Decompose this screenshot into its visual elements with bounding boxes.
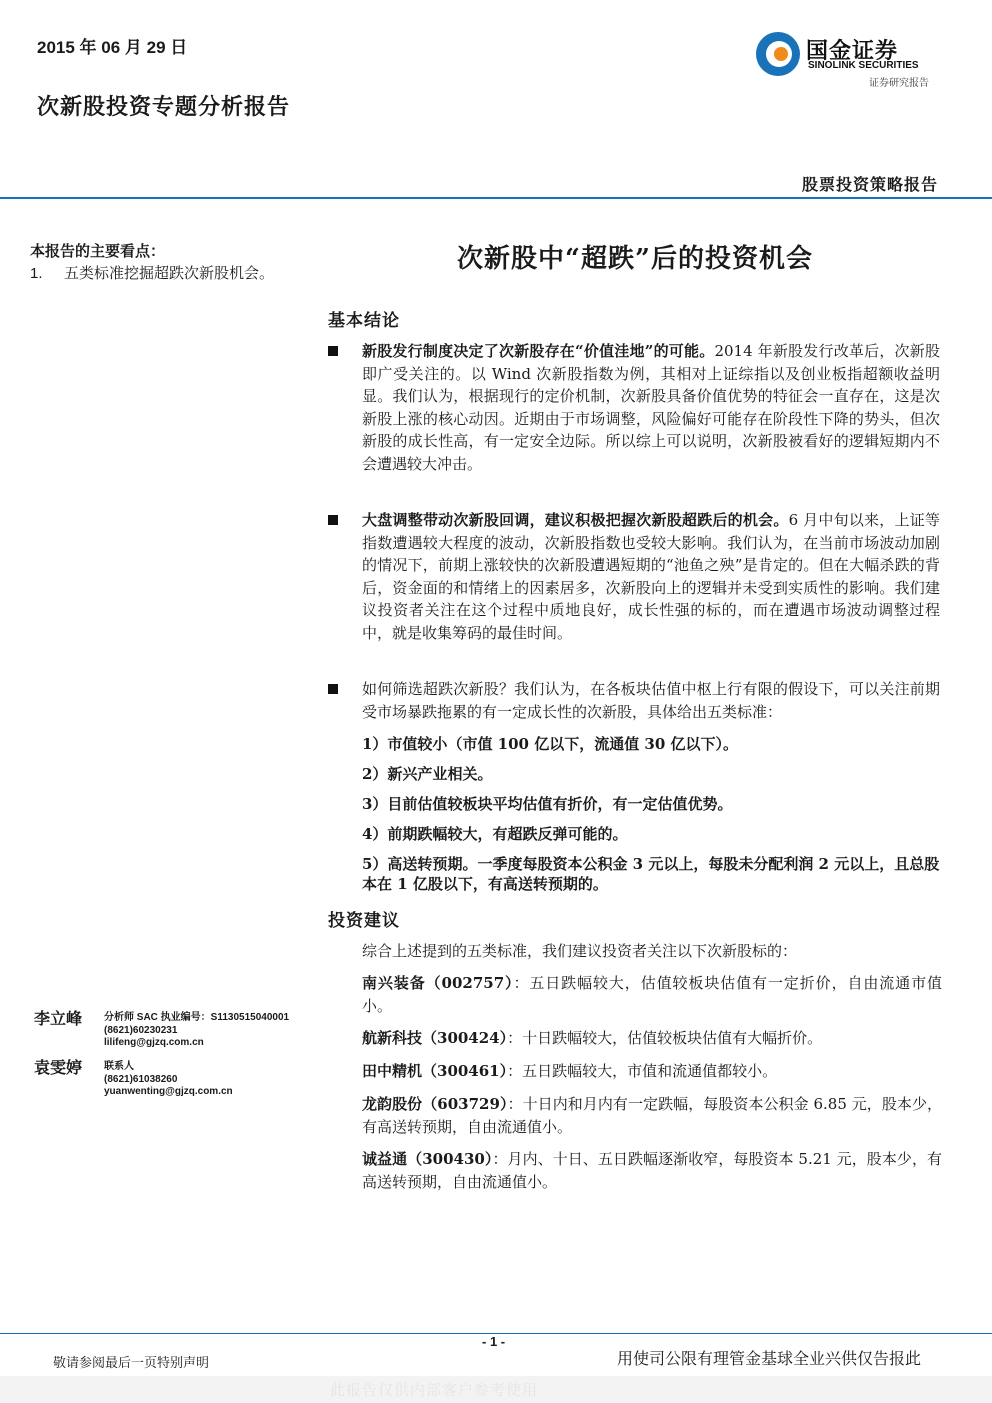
stock-description: ：十日跌幅较大，估值较板块估值有大幅折价。: [507, 1029, 823, 1047]
stock-recommendation: [362, 1027, 942, 1050]
conclusion-paragraph-1-body: 2014 年新股发行改革后，次新股即广受关注的。以 Wind 次新股指数为例，其相对上证综指以及创业板指超额收益明显。我们认为，根据现行的定价机制，次新股具备价值优势的特征会一直存在，这是次新股上涨的核心动因。近期由于市场调整，风险偏好可能存在阶段性下降的势头，但次新股的成长性高，有一定安全边际。所以综上可以说明，次新股被看好的逻辑短期内不会遭遇较大冲击。: [362, 342, 940, 473]
page-number: - 1 -: [482, 1334, 506, 1349]
stock-description: ：月内、十日、五日跌幅逐渐收窄，每股资本 5.21 元，股本少，有高送转预期，自由流通值小。: [362, 1150, 943, 1191]
criterion-item: 1）市值较小（市值 100 亿以下，流通值 30 亿以下）。: [362, 735, 739, 753]
analyst-phone: (8621)61038260: [104, 1073, 178, 1085]
stock-name: 田中精机（300461）: [362, 1062, 508, 1080]
analyst-name: 李立峰: [34, 1009, 83, 1028]
sidebar-heading: 本报告的主要看点：: [30, 242, 166, 260]
sidebar-point-text: 五类标准挖掘超跌次新股机会。: [64, 264, 275, 282]
stock-description: ：五日跌幅较大，市值和流通值都较小。: [507, 1062, 778, 1080]
footer-notice: 用使司公限有理管金基球全业兴供仅告报此: [617, 1351, 922, 1368]
conclusion-paragraph-1-lead: 新股发行制度决定了次新股存在“价值洼地”的可能。: [362, 342, 715, 360]
criterion-item: 3）目前估值较板块平均估值有折价，有一定估值优势。: [362, 795, 733, 813]
analyst-contact: [104, 1061, 233, 1099]
analyst-email: yuanwenting@gjzq.com.cn: [104, 1086, 233, 1097]
bullet-square-icon: [328, 684, 338, 694]
stock-description: ：五日跌幅较大，估值较板块估值有一定折价，自由流通市值小。: [362, 974, 942, 1015]
stock-name: 诚益通（300430）: [362, 1150, 493, 1168]
criterion-item: 2）新兴产业相关。: [362, 765, 493, 783]
conclusion-paragraph-3-body: 如何筛选超跌次新股？我们认为，在各板块估值中枢上行有限的假设下，可以关注前期受市场暴跌拖累的有一定成长性的次新股，具体给出五类标准：: [362, 680, 940, 721]
criterion-item: 5）高送转预期。一季度每股资本公积金 3 元以上，每股未分配利润 2 元以上，且总股本在 1 亿股以下，有高送转预期的。: [362, 855, 940, 893]
conclusion-paragraph-1: [362, 340, 940, 476]
conclusion-paragraph-2-lead: 大盘调整带动次新股回调，建议积极把握次新股超跌后的机会。: [362, 511, 789, 529]
bullet-square-icon: [328, 346, 338, 356]
analyst-credential: 分析师 SAC 执业编号：S1130515040001: [104, 1012, 290, 1023]
analyst-phone: (8621)60230231: [104, 1024, 178, 1036]
logo-subtitle: 证券研究报告: [869, 78, 929, 89]
stock-recommendation: [362, 1148, 942, 1193]
conclusion-paragraph-2-body: 6 月中旬以来，上证等指数遭遇较大程度的波动，次新股指数也受较大影响。我们认为，在当前市场波动加剧的情况下，前期上涨较快的次新股遭遇短期的“池鱼之殃”是肯定的。但在大幅杀跌的背后，资金面的和情绪上的因素居多，次新股向上的逻辑并未受到实质性的影响。我们建议投资者关注在这个过程中质地良好，成长性强的标的，而在遭遇市场波动调整过程中，就是收集筹码的最佳时间。: [362, 511, 940, 642]
stock-name: 龙韵股份（603729）: [362, 1095, 508, 1113]
section-heading-conclusion: 基本结论: [328, 311, 400, 331]
stock-description: ：十日内和月内有一定跌幅，每股资本公积金 6.85 元，股本少，有高送转预期，自由流通值小。: [362, 1095, 943, 1136]
logo-chinese-name: 国金证券: [806, 38, 899, 63]
watermark-text: 此报告仅供内部客户参考使用: [330, 1381, 539, 1399]
document-title: 次新股投资专题分析报告: [37, 94, 291, 120]
conclusion-paragraph-2: [362, 509, 940, 645]
sidebar-point-number: 1.: [30, 265, 43, 282]
logo-english-name: SINOLINK SECURITIES: [808, 60, 919, 71]
section-heading-advice: 投资建议: [328, 911, 400, 931]
analyst-name: 袁雯婷: [34, 1058, 83, 1077]
conclusion-paragraph-3: [362, 678, 940, 723]
main-title: 次新股中“超跌”后的投资机会: [457, 244, 813, 274]
bullet-square-icon: [328, 515, 338, 525]
criterion-item: 4）前期跌幅较大，有超跌反弹可能的。: [362, 825, 628, 843]
advice-intro: 综合上述提到的五类标准，我们建议投资者关注以下次新股标的：: [362, 942, 798, 960]
report-category: 股票投资策略报告: [801, 175, 938, 194]
sinolink-logo: [756, 32, 946, 92]
analyst-email: lilifeng@gjzq.com.cn: [104, 1037, 204, 1048]
analyst-role: 联系人: [104, 1061, 134, 1072]
report-date: 2015 年 06 月 29 日: [37, 38, 188, 57]
stock-recommendation: [362, 1060, 942, 1083]
footer-disclaimer: 敬请参阅最后一页特别声明: [53, 1356, 210, 1371]
stock-recommendation: [362, 972, 942, 1017]
header-divider: [0, 197, 992, 199]
stock-name: 南兴装备（002757）: [362, 974, 514, 992]
analyst-contact: [104, 1012, 289, 1050]
logo-emblem-icon: [756, 32, 800, 76]
stock-recommendation: [362, 1093, 942, 1138]
stock-name: 航新科技（300424）: [362, 1029, 508, 1047]
